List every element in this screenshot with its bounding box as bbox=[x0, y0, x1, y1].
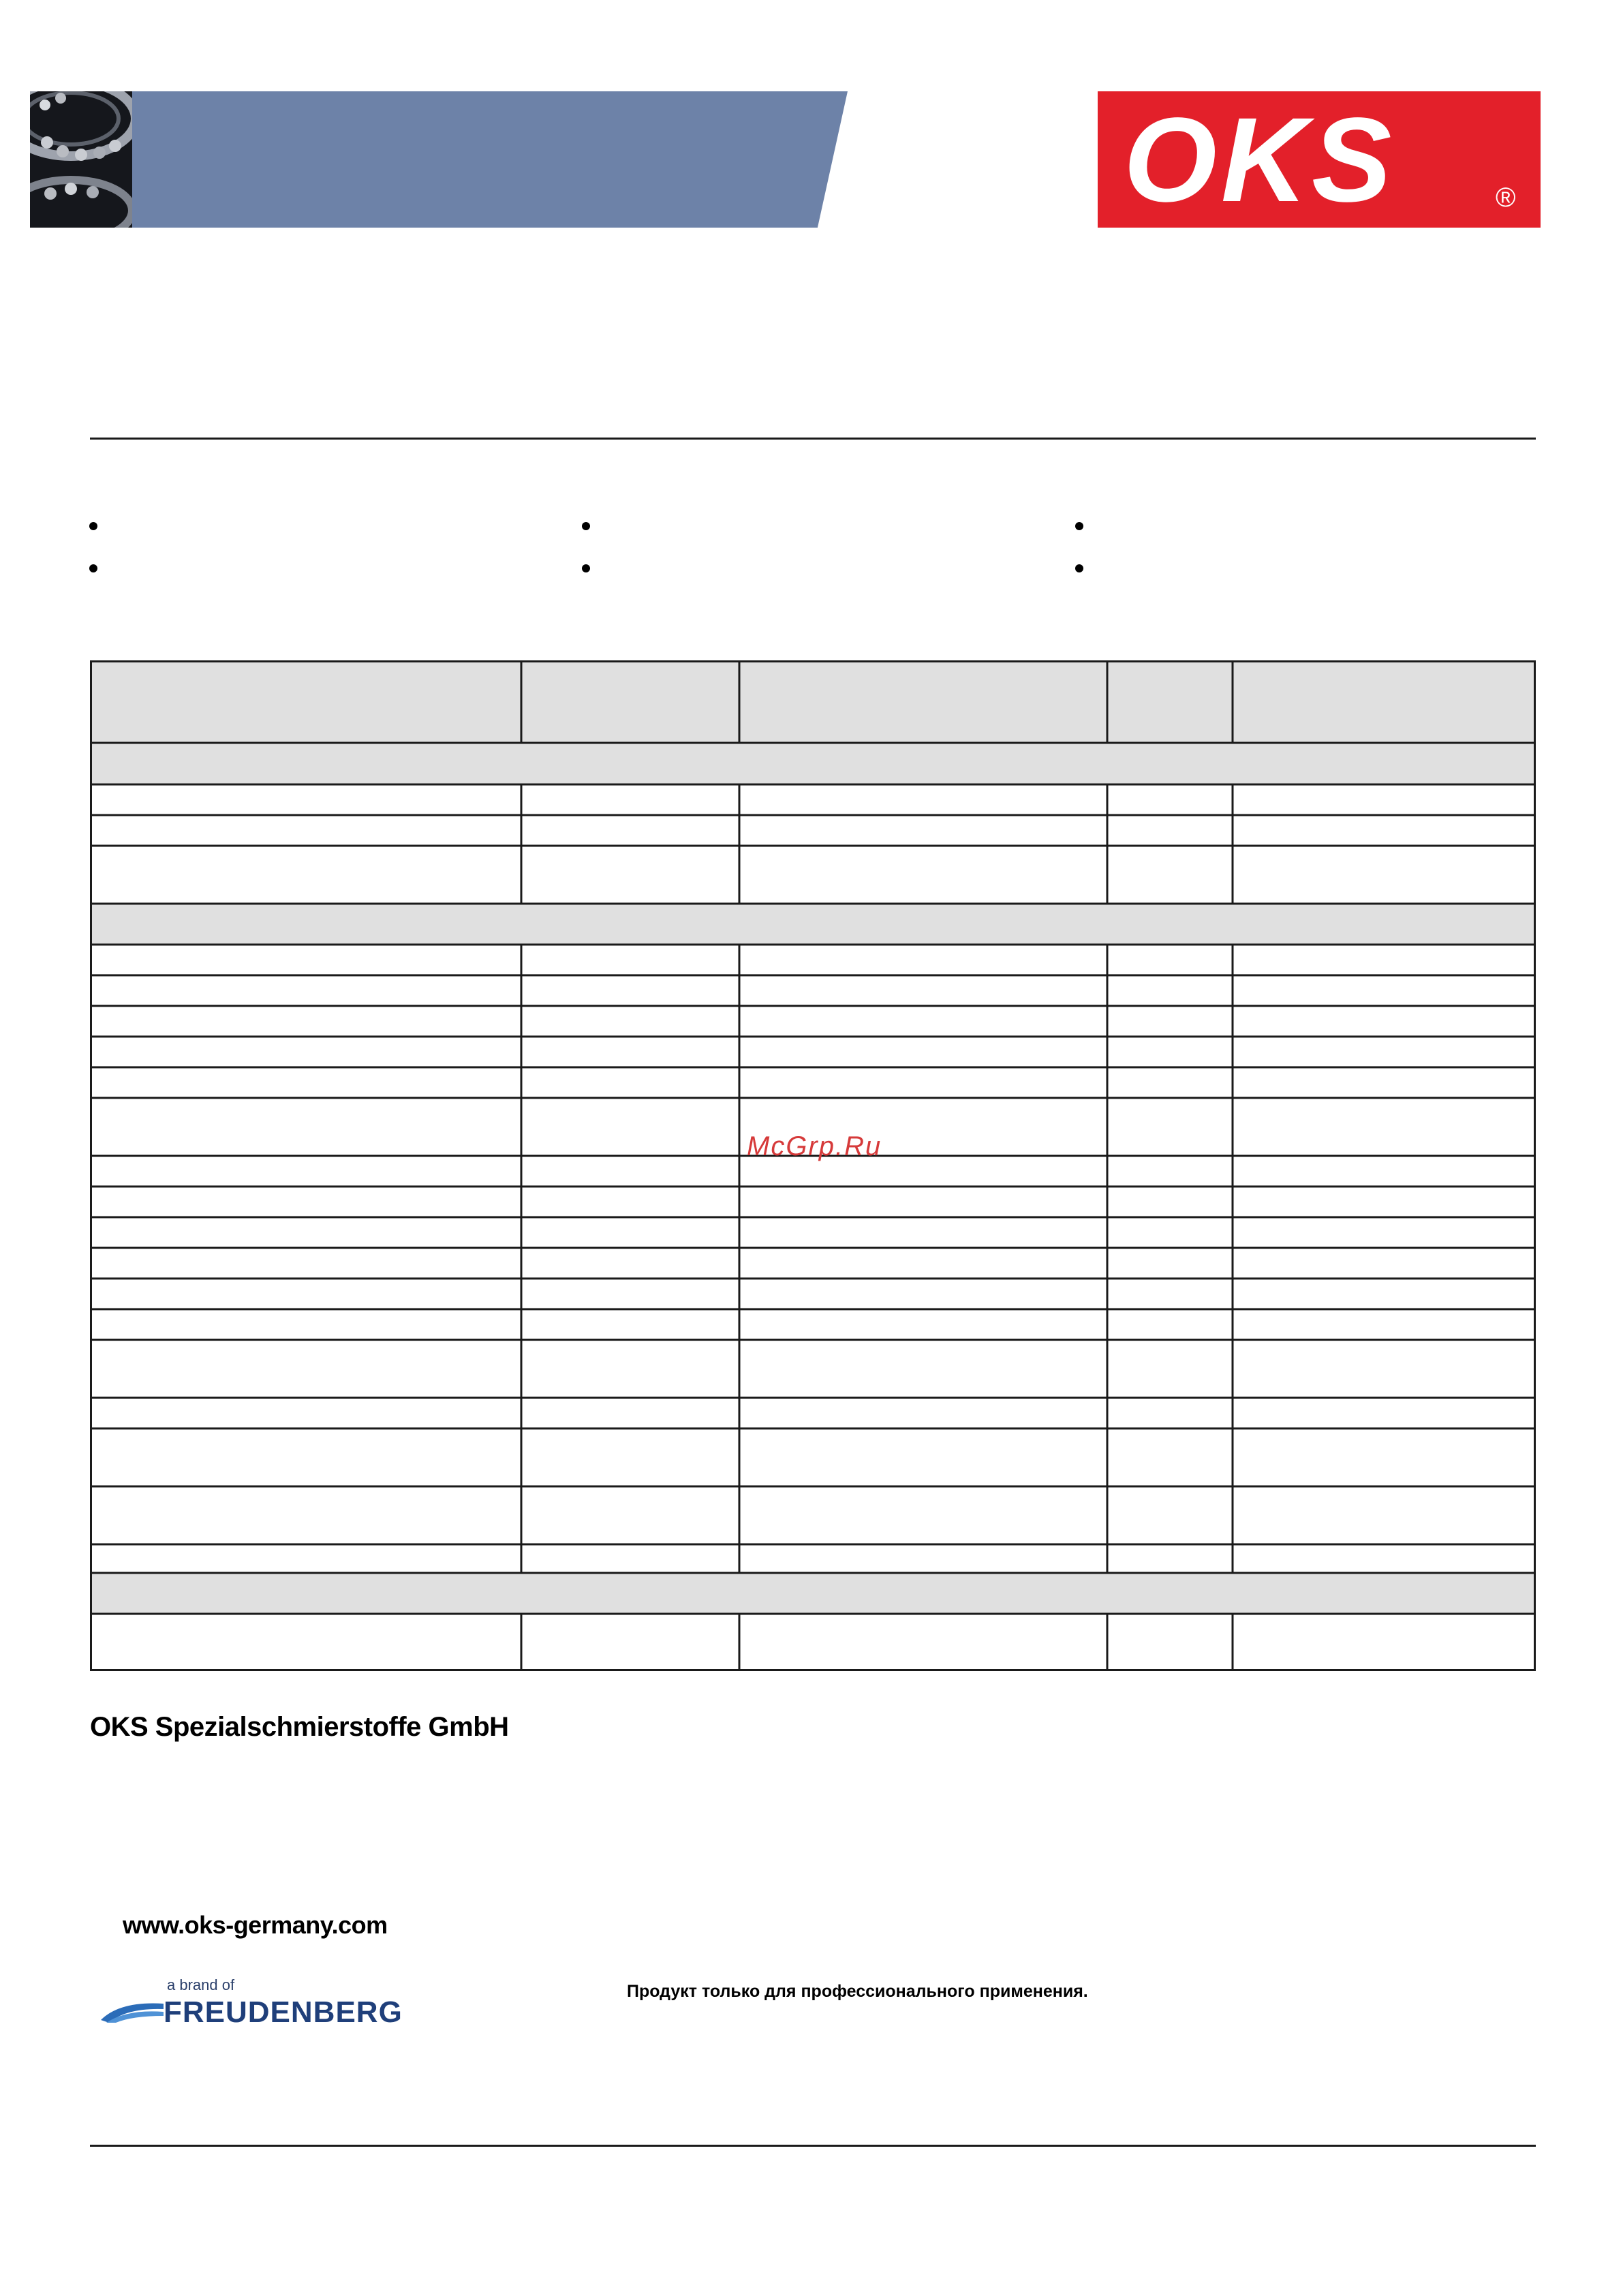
professional-use-note: Продукт только для профессионального применения. bbox=[627, 1982, 1088, 2001]
bullet-marker bbox=[582, 522, 590, 530]
table-section-row bbox=[90, 743, 1536, 784]
freudenberg-wave-icon bbox=[99, 1997, 165, 2024]
bullet-marker bbox=[1075, 564, 1083, 572]
bottom-rule bbox=[90, 2145, 1536, 2147]
bearing-photo bbox=[30, 91, 132, 228]
header-band bbox=[132, 91, 848, 228]
table-grid bbox=[90, 660, 1536, 1671]
bullet-marker bbox=[89, 522, 97, 530]
top-rule bbox=[90, 438, 1536, 440]
bullet-marker bbox=[89, 564, 97, 572]
brand-name: FREUDENBERG bbox=[164, 1995, 403, 2029]
oks-logo bbox=[1098, 91, 1541, 228]
website-link[interactable]: www.oks-germany.com bbox=[123, 1911, 388, 1939]
bullet-marker bbox=[582, 564, 590, 572]
table-header-row bbox=[90, 660, 1536, 743]
table-section-row bbox=[90, 1573, 1536, 1614]
watermark: McGrp.Ru bbox=[747, 1131, 882, 1161]
oks-logo-text: OKS bbox=[1124, 93, 1396, 227]
registered-mark: ® bbox=[1496, 183, 1516, 213]
company-name: OKS Spezialschmierstoffe GmbH bbox=[90, 1712, 509, 1742]
brand-prefix: a brand of bbox=[167, 1976, 235, 1993]
technical-data-table bbox=[90, 660, 1536, 1671]
bullet-marker bbox=[1075, 522, 1083, 530]
table-section-row bbox=[90, 904, 1536, 945]
